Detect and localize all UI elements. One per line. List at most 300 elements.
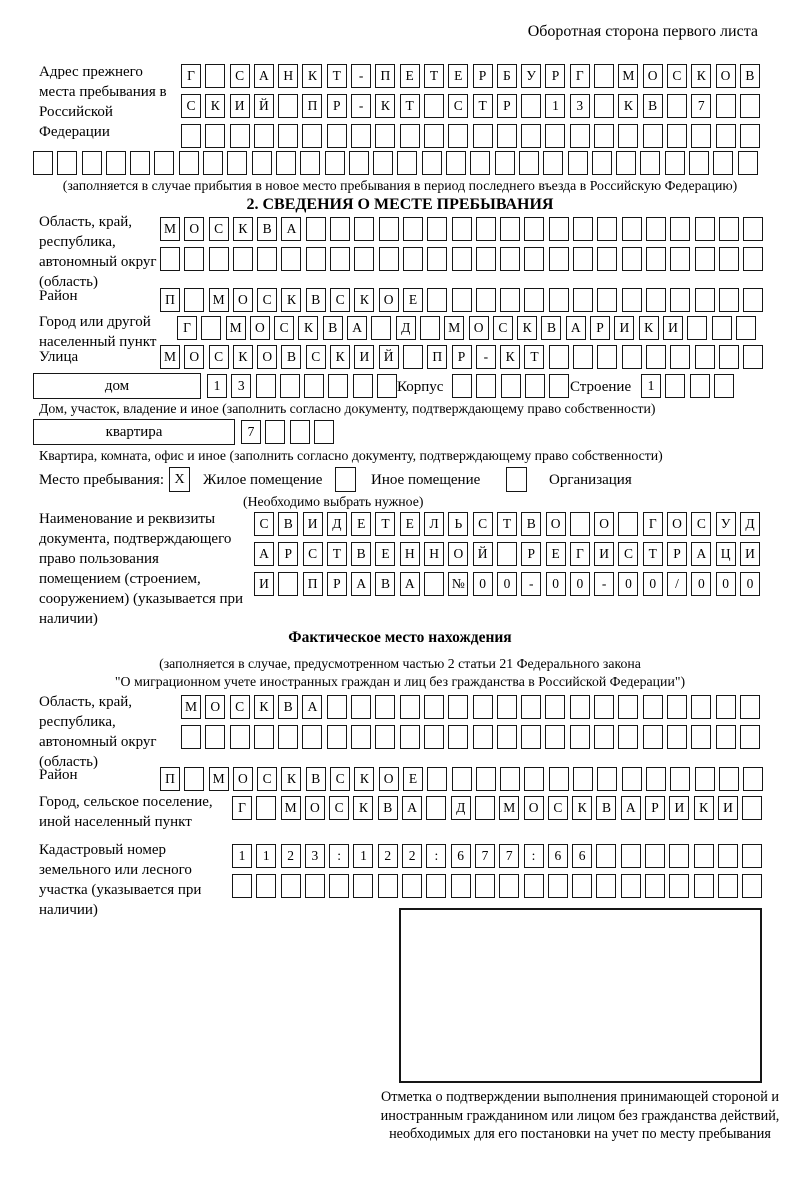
street-row xyxy=(160,345,763,369)
actual-location-title: Фактическое место нахождения xyxy=(288,629,512,646)
char-box: 1 xyxy=(232,844,252,868)
char-box xyxy=(452,767,472,791)
char-box: В xyxy=(306,767,326,791)
char-box xyxy=(570,124,590,148)
char-box: Е xyxy=(403,288,423,312)
char-box xyxy=(201,316,221,340)
char-box xyxy=(719,288,739,312)
char-box: 2 xyxy=(402,844,422,868)
char-box: И xyxy=(740,542,760,566)
char-box xyxy=(667,94,687,118)
char-box xyxy=(716,124,736,148)
char-box xyxy=(689,151,709,175)
char-box xyxy=(568,151,588,175)
char-box xyxy=(290,420,310,444)
char-box xyxy=(570,512,590,536)
char-box xyxy=(256,374,276,398)
char-box xyxy=(327,124,347,148)
char-box: М xyxy=(209,767,229,791)
char-box xyxy=(422,151,442,175)
char-box xyxy=(397,151,417,175)
char-box: - xyxy=(351,64,371,88)
char-box xyxy=(379,217,399,241)
char-box xyxy=(375,124,395,148)
char-box xyxy=(519,151,539,175)
char-box xyxy=(695,217,715,241)
char-box xyxy=(354,217,374,241)
char-box xyxy=(670,288,690,312)
char-box xyxy=(252,151,272,175)
previous-address-row-3 xyxy=(181,124,760,148)
char-box: Д xyxy=(451,796,471,820)
char-box: К xyxy=(517,316,537,340)
page-title: Оборотная сторона первого листа xyxy=(527,23,758,40)
char-box xyxy=(160,247,180,271)
char-box: 2 xyxy=(281,844,301,868)
char-box: О xyxy=(546,512,566,536)
actual-location-note-2: "О миграционном учете иностранных граждан и лиц без гражданства в Российской Федерации") xyxy=(114,674,686,689)
char-box: К xyxy=(354,288,374,312)
char-box: Р xyxy=(452,345,472,369)
char-box xyxy=(302,124,322,148)
char-box: М xyxy=(160,345,180,369)
char-box xyxy=(669,874,689,898)
stay-place-option-residential: Жилое помещение xyxy=(203,472,323,488)
char-box xyxy=(742,874,762,898)
checkbox-mark: X xyxy=(174,471,185,487)
char-box xyxy=(740,725,760,749)
actual-city-row xyxy=(232,796,762,820)
char-box xyxy=(427,767,447,791)
char-box xyxy=(618,725,638,749)
char-box: 0 xyxy=(740,572,760,596)
house-note: Дом, участок, владение и иное (заполнить согласно документу, подтверждающему право собственности) xyxy=(39,401,656,416)
char-box: К xyxy=(330,345,350,369)
char-box: Т xyxy=(375,512,395,536)
char-box: У xyxy=(521,64,541,88)
char-box xyxy=(695,345,715,369)
char-box xyxy=(592,151,612,175)
char-box xyxy=(400,695,420,719)
char-box: О xyxy=(379,288,399,312)
char-box xyxy=(424,695,444,719)
char-box: Т xyxy=(497,512,517,536)
char-box xyxy=(230,124,250,148)
char-box: 1 xyxy=(256,844,276,868)
char-box xyxy=(375,695,395,719)
char-box: 0 xyxy=(716,572,736,596)
char-box xyxy=(740,94,760,118)
char-box: А xyxy=(400,572,420,596)
char-box xyxy=(716,695,736,719)
char-box xyxy=(573,288,593,312)
char-box xyxy=(616,151,636,175)
actual-city-label: Город, сельское поселение, иной населенный пункт xyxy=(39,794,213,830)
char-box: С xyxy=(330,288,350,312)
char-box: В xyxy=(643,94,663,118)
char-box xyxy=(743,217,763,241)
char-box xyxy=(622,288,642,312)
char-box xyxy=(227,151,247,175)
char-box: Г xyxy=(570,64,590,88)
char-box xyxy=(184,767,204,791)
char-box xyxy=(420,316,440,340)
char-box: Е xyxy=(375,542,395,566)
char-box: Й xyxy=(473,542,493,566)
char-box: С xyxy=(667,64,687,88)
char-box xyxy=(281,247,301,271)
char-box xyxy=(179,151,199,175)
char-box: П xyxy=(427,345,447,369)
char-box: В xyxy=(740,64,760,88)
district-row xyxy=(160,288,763,312)
char-box xyxy=(548,874,568,898)
char-box: 7 xyxy=(691,94,711,118)
char-box xyxy=(495,151,515,175)
char-box: О xyxy=(184,345,204,369)
char-box: У xyxy=(716,512,736,536)
char-box xyxy=(743,767,763,791)
house-number-row xyxy=(207,374,397,398)
char-box: Е xyxy=(351,512,371,536)
char-box: О xyxy=(205,695,225,719)
char-box xyxy=(740,695,760,719)
char-box xyxy=(597,767,617,791)
char-box xyxy=(349,151,369,175)
char-box xyxy=(597,247,617,271)
char-box xyxy=(521,94,541,118)
char-box: И xyxy=(663,316,683,340)
char-box xyxy=(33,151,53,175)
char-box xyxy=(184,288,204,312)
char-box: М xyxy=(281,796,301,820)
char-box: К xyxy=(281,288,301,312)
char-box xyxy=(690,374,710,398)
char-box: С xyxy=(493,316,513,340)
char-box xyxy=(205,124,225,148)
char-box xyxy=(621,844,641,868)
char-box: 6 xyxy=(548,844,568,868)
title-document-label: Наименование и реквизиты документа, подтверждающего право пользования помещением (строением, сооружением) (указывается при наличии) xyxy=(39,511,244,627)
char-box: 0 xyxy=(546,572,566,596)
char-box: : xyxy=(426,844,446,868)
char-box: О xyxy=(379,767,399,791)
char-box xyxy=(476,374,496,398)
char-box: О xyxy=(233,767,253,791)
char-box xyxy=(718,874,738,898)
char-box: 6 xyxy=(572,844,592,868)
char-box: А xyxy=(621,796,641,820)
char-box xyxy=(378,874,398,898)
char-box: Г xyxy=(181,64,201,88)
char-box xyxy=(742,844,762,868)
char-box xyxy=(184,247,204,271)
char-box: В xyxy=(278,512,298,536)
char-box: Г xyxy=(232,796,252,820)
char-box: / xyxy=(667,572,687,596)
char-box: Р xyxy=(327,94,347,118)
char-box xyxy=(327,695,347,719)
char-box xyxy=(545,725,565,749)
char-box xyxy=(281,874,301,898)
char-box xyxy=(205,64,225,88)
char-box xyxy=(543,151,563,175)
char-box xyxy=(524,288,544,312)
char-box: Ц xyxy=(716,542,736,566)
char-box: Р xyxy=(667,542,687,566)
char-box xyxy=(570,725,590,749)
char-box xyxy=(738,151,758,175)
char-box: 3 xyxy=(305,844,325,868)
char-box xyxy=(403,217,423,241)
char-box xyxy=(716,94,736,118)
char-box xyxy=(230,725,250,749)
apartment-note: Квартира, комната, офис и иное (заполнить согласно документу, подтверждающему право собственности) xyxy=(39,448,663,463)
region-label: Область, край, республика, автономный округ (область) xyxy=(39,214,157,290)
char-box: А xyxy=(691,542,711,566)
char-box xyxy=(497,725,517,749)
char-box xyxy=(278,124,298,148)
stroenie-row xyxy=(641,374,734,398)
char-box xyxy=(375,725,395,749)
title-document-row-2 xyxy=(254,542,760,566)
char-box: О xyxy=(643,64,663,88)
char-box: О xyxy=(716,64,736,88)
korpus-row xyxy=(452,374,569,398)
char-box xyxy=(330,247,350,271)
char-box: О xyxy=(184,217,204,241)
char-box: С xyxy=(691,512,711,536)
previous-address-row-2 xyxy=(181,94,760,118)
char-box xyxy=(254,725,274,749)
char-box: В xyxy=(281,345,301,369)
char-box: В xyxy=(351,542,371,566)
char-box xyxy=(712,316,732,340)
char-box xyxy=(424,94,444,118)
char-box xyxy=(718,844,738,868)
char-box xyxy=(573,767,593,791)
char-box xyxy=(695,247,715,271)
char-box xyxy=(618,512,638,536)
char-box xyxy=(667,124,687,148)
char-box: А xyxy=(302,695,322,719)
char-box: В xyxy=(521,512,541,536)
char-box xyxy=(622,767,642,791)
char-box xyxy=(106,151,126,175)
char-box: - xyxy=(351,94,371,118)
char-box: И xyxy=(594,542,614,566)
char-box xyxy=(278,725,298,749)
char-box: О xyxy=(233,288,253,312)
char-box: С xyxy=(329,796,349,820)
apartment-field-label: квартира xyxy=(33,419,235,445)
char-box: П xyxy=(302,94,322,118)
char-box: И xyxy=(354,345,374,369)
char-box xyxy=(256,796,276,820)
char-box xyxy=(470,151,490,175)
char-box xyxy=(622,345,642,369)
char-box: М xyxy=(618,64,638,88)
char-box xyxy=(524,874,544,898)
char-box xyxy=(373,151,393,175)
char-box: С xyxy=(254,512,274,536)
char-box: А xyxy=(254,542,274,566)
char-box xyxy=(573,217,593,241)
char-box xyxy=(452,247,472,271)
char-box: А xyxy=(281,217,301,241)
char-box: С xyxy=(448,94,468,118)
char-box: Т xyxy=(473,94,493,118)
char-box: 0 xyxy=(570,572,590,596)
char-box: И xyxy=(718,796,738,820)
char-box xyxy=(501,374,521,398)
char-box xyxy=(232,874,252,898)
char-box xyxy=(743,247,763,271)
char-box xyxy=(719,217,739,241)
char-box xyxy=(403,247,423,271)
char-box xyxy=(426,796,446,820)
char-box: Р xyxy=(590,316,610,340)
char-box: О xyxy=(250,316,270,340)
char-box: Т xyxy=(524,345,544,369)
char-box xyxy=(694,844,714,868)
stay-place-option-other: Иное помещение xyxy=(371,472,481,488)
char-box xyxy=(694,874,714,898)
actual-district-row xyxy=(160,767,763,791)
char-box: Т xyxy=(400,94,420,118)
char-box xyxy=(130,151,150,175)
char-box: Д xyxy=(396,316,416,340)
char-box xyxy=(500,288,520,312)
char-box xyxy=(572,874,592,898)
char-box: К xyxy=(233,217,253,241)
char-box xyxy=(497,542,517,566)
previous-address-note: (заполняется в случае прибытия в новое место пребывания в период последнего въезда в Российскую Федерацию) xyxy=(62,178,738,193)
char-box: - xyxy=(594,572,614,596)
char-box: Р xyxy=(521,542,541,566)
char-box xyxy=(500,767,520,791)
char-box xyxy=(545,695,565,719)
stay-place-checkbox-organization xyxy=(506,467,527,492)
char-box xyxy=(643,695,663,719)
char-box: Р xyxy=(645,796,665,820)
char-box: 0 xyxy=(473,572,493,596)
title-document-row-1 xyxy=(254,512,760,536)
char-box: П xyxy=(303,572,323,596)
char-box: В xyxy=(323,316,343,340)
char-box xyxy=(448,725,468,749)
char-box: Г xyxy=(643,512,663,536)
actual-region-row-2 xyxy=(181,725,760,749)
char-box xyxy=(594,64,614,88)
char-box xyxy=(278,572,298,596)
char-box xyxy=(521,695,541,719)
char-box xyxy=(353,874,373,898)
char-box: К xyxy=(254,695,274,719)
char-box xyxy=(742,796,762,820)
char-box xyxy=(402,874,422,898)
char-box: М xyxy=(499,796,519,820)
char-box xyxy=(670,217,690,241)
char-box xyxy=(622,217,642,241)
actual-location-note-1: (заполняется в случае, предусмотренном частью 2 статьи 21 Федерального закона xyxy=(159,656,641,671)
region-row-2 xyxy=(160,247,763,271)
char-box: 7 xyxy=(499,844,519,868)
stay-place-note: (Необходимо выбрать нужное) xyxy=(243,494,424,509)
char-box xyxy=(427,288,447,312)
char-box: № xyxy=(448,572,468,596)
actual-region-row-1 xyxy=(181,695,760,719)
actual-region-label: Область, край, республика, автономный округ (область) xyxy=(39,694,157,770)
char-box: А xyxy=(566,316,586,340)
char-box: 0 xyxy=(691,572,711,596)
char-box: Й xyxy=(379,345,399,369)
char-box xyxy=(476,288,496,312)
char-box: И xyxy=(303,512,323,536)
char-box: Г xyxy=(177,316,197,340)
char-box xyxy=(646,345,666,369)
char-box xyxy=(670,345,690,369)
char-box: О xyxy=(594,512,614,536)
previous-address-row-4 xyxy=(33,151,758,175)
char-box: К xyxy=(302,64,322,88)
stay-place-option-organization: Организация xyxy=(549,472,632,488)
char-box xyxy=(276,151,296,175)
char-box xyxy=(669,844,689,868)
char-box: С xyxy=(257,767,277,791)
char-box xyxy=(328,374,348,398)
char-box xyxy=(451,874,471,898)
char-box: К xyxy=(354,767,374,791)
char-box: 1 xyxy=(545,94,565,118)
char-box xyxy=(304,374,324,398)
char-box xyxy=(691,725,711,749)
char-box: В xyxy=(257,217,277,241)
char-box: 2 xyxy=(378,844,398,868)
char-box xyxy=(302,725,322,749)
char-box xyxy=(594,695,614,719)
char-box xyxy=(427,217,447,241)
char-box xyxy=(573,345,593,369)
char-box xyxy=(426,874,446,898)
char-box xyxy=(379,247,399,271)
char-box: М xyxy=(160,217,180,241)
char-box xyxy=(82,151,102,175)
char-box xyxy=(596,844,616,868)
char-box xyxy=(371,316,391,340)
char-box xyxy=(500,247,520,271)
char-box xyxy=(400,725,420,749)
char-box xyxy=(329,874,349,898)
char-box xyxy=(621,874,641,898)
char-box xyxy=(597,288,617,312)
char-box xyxy=(325,151,345,175)
char-box xyxy=(691,124,711,148)
char-box: Т xyxy=(327,542,347,566)
char-box xyxy=(330,217,350,241)
char-box xyxy=(205,725,225,749)
char-box: М xyxy=(444,316,464,340)
char-box xyxy=(646,767,666,791)
char-box xyxy=(645,844,665,868)
char-box xyxy=(740,124,760,148)
char-box xyxy=(377,374,397,398)
char-box: Д xyxy=(740,512,760,536)
char-box: 7 xyxy=(475,844,495,868)
char-box xyxy=(427,247,447,271)
char-box xyxy=(203,151,223,175)
char-box xyxy=(351,725,371,749)
